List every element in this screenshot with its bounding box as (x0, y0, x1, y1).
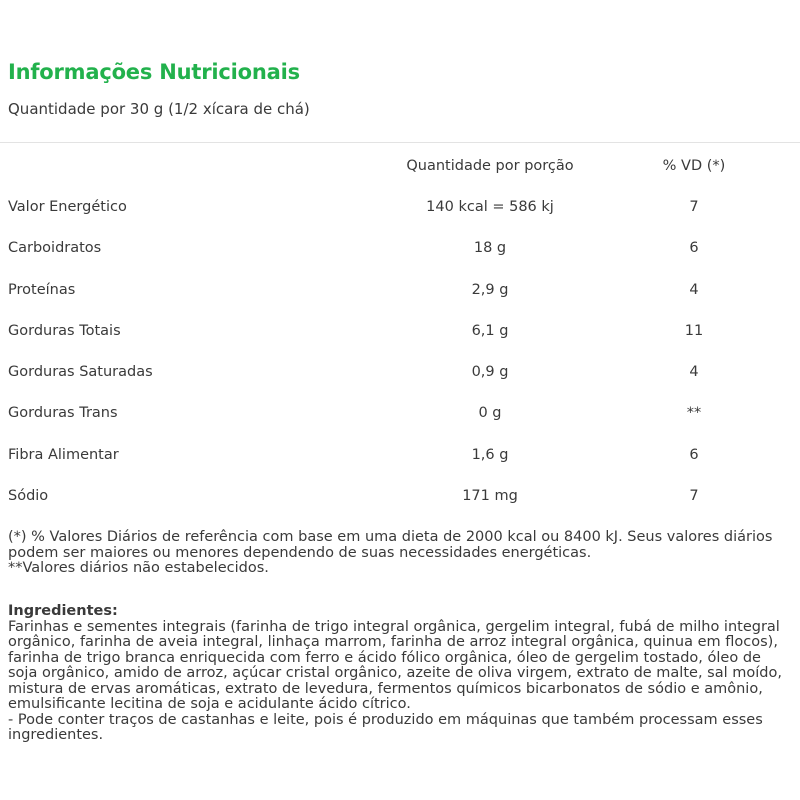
table-row (0, 199, 800, 240)
nutrient-quantity: 140 kcal = 586 kj (426, 199, 554, 215)
table-row (0, 405, 800, 446)
ingredients-text: Farinhas e sementes integrais (farinha de trigo integral orgânica, gergelim integral, fubá de milho integral orgânico, farinha de aveia integral, linhaça marrom, farinha de arroz integral orgânica, quinua em flocos), farinha de trigo branca enriquecida com ferro e ácido fólico orgânica, óleo de gergelim tostado, óleo de soja orgânico, amido de arroz, açúcar cristal orgânico, azeite de oliva virgem, extrato de malte, sal moído, mistura de ervas aromáticas, extrato de levedura, fermentos químicos bicarbonatos de sódio e amônio, emulsificante lecitina de soja e acidulante ácido cítrico. (8, 618, 782, 712)
table-row (0, 240, 800, 281)
nutrient-quantity: 18 g (473, 240, 507, 257)
nutrient-daily-value: 4 (689, 281, 699, 298)
footnotes (8, 530, 794, 577)
nutrient-name: Proteínas (8, 281, 76, 298)
not-established-footnote: **Valores diários não estabelecidos. (8, 560, 269, 576)
table-row (0, 282, 800, 323)
ingredients-section (8, 604, 794, 744)
table-row (0, 447, 800, 488)
nutrient-name: Gorduras Trans (8, 405, 118, 422)
table-row (0, 488, 800, 529)
nutrient-quantity: 0,9 g (471, 364, 509, 381)
nutrient-daily-value: 7 (689, 199, 699, 215)
nutrition-table-header (0, 158, 800, 180)
nutrient-daily-value: 7 (689, 488, 699, 505)
column-header-daily-value: % VD (*) (662, 158, 726, 174)
nutrient-name: Sódio (8, 488, 49, 505)
ingredients-title: Ingredientes: (8, 603, 118, 619)
nutrient-name: Carboidratos (8, 240, 102, 257)
nutrient-name: Valor Energético (8, 199, 127, 215)
nutrient-name: Fibra Alimentar (8, 446, 119, 463)
table-row (0, 323, 800, 364)
table-row (0, 364, 800, 405)
daily-value-footnote: (*) % Valores Diários de referência com base em uma dieta de 2000 kcal ou 8400 kJ. Seus valores diários podem ser maiores ou menores dependendo de suas necessidades energéticas. (8, 529, 773, 561)
nutrient-quantity: 2,9 g (471, 281, 509, 298)
nutrition-table (0, 199, 800, 529)
header-divider (0, 142, 800, 143)
allergen-note: - Pode conter traços de castanhas e leite, pois é produzido em máquinas que também processam esses ingredientes. (8, 711, 763, 743)
serving-size: Quantidade por 30 g (1/2 xícara de chá) (8, 100, 310, 118)
nutrient-daily-value: 6 (689, 240, 699, 257)
nutrient-daily-value: 4 (689, 364, 699, 381)
nutrient-daily-value: 6 (689, 446, 699, 463)
nutrient-name: Gorduras Saturadas (8, 364, 153, 381)
nutrient-daily-value: ** (686, 405, 702, 422)
column-header-quantity: Quantidade por porção (406, 158, 574, 174)
nutrient-quantity: 1,6 g (471, 446, 509, 463)
nutrient-quantity: 171 mg (462, 488, 518, 505)
nutrient-daily-value: 11 (684, 322, 704, 339)
nutrient-quantity: 0 g (478, 405, 502, 422)
page-title: Informações Nutricionais (8, 60, 300, 84)
nutrient-name: Gorduras Totais (8, 322, 121, 339)
nutrient-quantity: 6,1 g (471, 322, 509, 339)
